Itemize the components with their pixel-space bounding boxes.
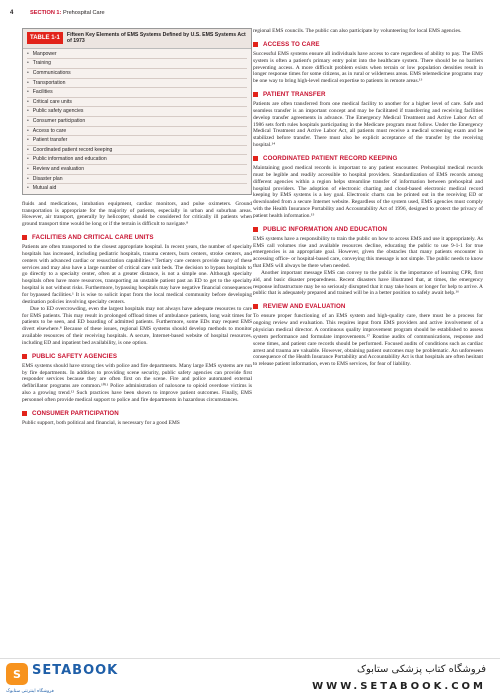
list-item-label: Transportation: [32, 79, 66, 86]
heading-public-information: [253, 226, 483, 233]
heading-text: PATIENT TRANSFER: [263, 91, 326, 99]
heading-text: CONSUMER PARTICIPATION: [32, 409, 119, 417]
list-item: [27, 98, 247, 108]
public-safety-paragraph: EMS systems should have strong ties with police and fire departments. Many large EMS systems are run by fire departments. In addition to providing scene security, public safety agencies can provide first responder services because they are often first on the scene. Fire and police automated external defibrillator programs are common.¹⁰¹¹ Police administration of naloxone to opioid overdose victims is also a growing trend.¹² Such practices have been shown to improve patient outcomes. Finally, EMS personnel often provide medical support to police and fire departments in hazardous circumstances.: [22, 362, 252, 403]
records-paragraph: Maintaining good medical records is important to any patient encounter. Prehospital medical records must be legible and readily accessible to hospital providers. Standardization of EMS records among different agencies within a region helps streamline transfer of information between prehospital and hospital providers. The adoption of electronic charting and cloud-based electronic medical record keeping by EMS systems is a key goal. Electronic charts can be printed out in the receiving ED or downloaded from a secure Internet website. Regardless of the system used, EMS agencies must comply with the Health Insurance Portability and Accountability Act of 1996, designed to protect the privacy of patient health information.¹⁵: [253, 164, 483, 219]
bullet-icon: •: [27, 137, 29, 144]
list-item: [27, 117, 247, 127]
list-item-label: Coordinated patient record keeping: [32, 146, 113, 153]
heading-marker-icon: [22, 411, 27, 416]
heading-text: FACILITIES AND CRITICAL CARE UNITS: [32, 234, 154, 242]
heading-access-to-care: [253, 41, 483, 48]
logo-wordmark: SETABOOK: [32, 663, 119, 678]
heading-marker-icon: [253, 156, 258, 161]
consumer-paragraph: Public support, both political and financial, is necessary for a good EMS: [22, 419, 180, 426]
transfer-paragraph: Patients are often transferred from one medical facility to another for a higher level of care. Safe and seamless transfer is an important concept and may be facilitated if transferring and receiving facilities develop transfer agreements in advance. The Emergency Medical Treatment and Active Labor Act of 1986 sets forth rules hospitals participating in the Medicare program must follow. Under the Emergency Medical Treatment and Active Labor Act, all patients must receive a medical screening exam and be stabilized before transfer. There must also be explicit acceptance of the transfer by the receiving hospital.¹⁴: [253, 101, 483, 149]
list-item-label: Disaster plan: [32, 175, 63, 182]
public-info-paragraph-1: EMS systems have a responsibility to train the public on how to access EMS and use it appropriately. As EMS call volumes rise and available resources decline, educating the public to use 9-1-1 for true emergencies is an appropriate goal. However, given the obstacles that many patients encounter in accessing office- or hospital-based care, conveying this message is not simple. The public needs to know that EMS will always be there when needed.: [253, 235, 483, 270]
bullet-icon: •: [27, 50, 29, 57]
bullet-icon: •: [27, 127, 29, 134]
list-item: [27, 79, 247, 89]
left-column: [22, 28, 252, 427]
list-item: [27, 136, 247, 146]
table-tag: TABLE 1-1: [27, 32, 63, 44]
heading-text: REVIEW AND EVALUATION: [263, 303, 346, 311]
table-header: [23, 29, 251, 49]
list-item: [27, 107, 247, 117]
list-item: [27, 69, 247, 79]
bullet-icon: •: [27, 108, 29, 115]
review-paragraph: To ensure proper functioning of an EMS system and high-quality care, there must be a process for ongoing review and evaluation. This requires input from EMS providers and active involvement of a physician medical director. A continuous quality improvement program should be established to assess system performance and formulate improvements.¹⁷ Routine audits of communications, response and scene times, and patient care records should be performed. Focused audits of conditions such as cardiac arrest and trauma are valuable. However, obtaining patient outcomes may be problematic. An unforeseen consequence of the Health Insurance Portability and Accountability Act is that hospitals are often hesitant to release patient information, even to EMS services, for fear of liability.: [253, 313, 483, 368]
list-item-label: Mutual aid: [32, 185, 57, 192]
table-item-list: [23, 49, 251, 194]
book-icon: S: [6, 663, 28, 685]
facilities-paragraph-2: Due to ED overcrowding, even the largest hospitals may not always have adequate resources to care for EMS patients. This may result in prolonged offload times of ambulance patients, long wait times for patients to be seen, and ED boarding of admitted patients. Furthermore, some EDs may request EMS divert elsewhere.⁸ Because of these issues, regional EMS systems should develop methods to monitor available resources of their receiving hospitals. A secure, Internet-based website of hospital resources, including ED and inpatient bed availability, is one option.: [22, 305, 252, 346]
list-item-label: Critical care units: [32, 98, 72, 105]
list-item: [27, 165, 247, 175]
heading-marker-icon: [22, 235, 27, 240]
right-column: [253, 28, 483, 368]
access-paragraph: Successful EMS systems ensure all individuals have access to care regardless of ability to pay. The EMS system is often a patient's primary entry point into the healthcare system. There should be no barriers preventing access. A more difficult problem exists when terrain or low population densities result in longer response times for some citizens, as in rural or wilderness areas. EMS telemedicine programs may be one way to bring high-level medical expertise to patients in remote areas.¹³: [253, 50, 483, 85]
list-item: [27, 50, 247, 60]
heading-marker-icon: [253, 304, 258, 309]
setabook-logo[interactable]: [6, 663, 119, 697]
bullet-icon: •: [27, 185, 29, 192]
list-item-label: Manpower: [32, 50, 57, 57]
heading-facilities: [22, 234, 252, 241]
list-item-label: Facilities: [32, 89, 53, 96]
bullet-icon: •: [27, 175, 29, 182]
list-item-label: Consumer participation: [32, 117, 86, 124]
list-item: [27, 88, 247, 98]
list-item: [27, 184, 247, 193]
running-header: [0, 0, 500, 26]
heading-record-keeping: [253, 155, 483, 162]
watermark-banner: [0, 658, 500, 700]
list-item-label: Patient transfer: [32, 137, 68, 144]
heading-text: PUBLIC INFORMATION AND EDUCATION: [263, 225, 388, 233]
list-item-label: Training: [32, 60, 52, 67]
facilities-paragraph-1: Patients are often transported to the closest appropriate hospital. In recent years, the number of specialty hospitals has increased, including pediatric hospitals, trauma centers, burn centers, stroke centers, and centers with advanced cardiac or resuscitation capabilities.⁹ Tertiary care centers provide many of these services and may also have a large number of critical care unit beds. The decision to bypass hospitals to go directly to a specialty center, often at a greater distance, is not a simple one. Although specialty hospitals often have more resources, transporting an unstable patient past an ED to get to the specialty hospital is not without risks. Furthermore, bypassing hospitals may have negative financial consequences for bypassed facilities.¹ It is wise to solicit input from the local medical community before developing destination policies involving specialty centers.: [22, 244, 252, 305]
heading-marker-icon: [253, 92, 258, 97]
list-item: [27, 59, 247, 69]
heading-text: PUBLIC SAFETY AGENCIES: [32, 352, 118, 360]
bullet-icon: •: [27, 165, 29, 172]
list-item: [27, 127, 247, 137]
bullet-icon: •: [27, 117, 29, 124]
list-item-label: Review and evaluation: [32, 165, 85, 172]
section-label: [30, 10, 105, 16]
list-item-label: Access to care: [32, 127, 67, 134]
heading-text: ACCESS TO CARE: [263, 40, 320, 48]
consumer-continuation-paragraph: regional EMS councils. The public can also participate by volunteering for local EMS agencies.: [253, 28, 462, 34]
list-item: [27, 175, 247, 185]
bullet-icon: •: [27, 156, 29, 163]
bullet-icon: •: [27, 79, 29, 86]
heading-public-safety: [22, 353, 252, 360]
logo-subtitle: فروشگاه اینترنتی ستابوک: [6, 689, 54, 694]
table-1-1: [22, 28, 252, 195]
bullet-icon: •: [27, 89, 29, 96]
list-item-label: Communications: [32, 70, 71, 76]
heading-text: COORDINATED PATIENT RECORD KEEPING: [263, 154, 398, 162]
bullet-icon: •: [27, 70, 29, 76]
list-item: [27, 146, 247, 156]
page-number: 4: [10, 10, 14, 16]
public-info-paragraph-2: Another important message EMS can convey to the public is the importance of learning CPR, first aid, and basic disaster preparedness. Recent disasters have illustrated that, at times, the emergency response infrastructure may be so seriously disrupted that it may take hours or longer for help to arrive. A public that is adequately prepared and trained will be in a better position to safely await help.¹⁶: [253, 269, 483, 297]
store-title: فروشگاه کتاب پزشکی ستابوک: [357, 664, 486, 675]
heading-patient-transfer: [253, 91, 483, 98]
bullet-icon: •: [27, 98, 29, 105]
list-item-label: Public information and education: [32, 156, 107, 163]
heading-marker-icon: [22, 354, 27, 359]
store-url-link[interactable]: WWW.SETABOOK.COM: [312, 681, 486, 692]
heading-marker-icon: [253, 42, 258, 47]
heading-review-evaluation: [253, 303, 483, 310]
list-item-label: Public safety agencies: [32, 108, 84, 115]
list-item: [27, 155, 247, 165]
section-number: SECTION 1:: [30, 10, 62, 16]
heading-consumer-participation: [22, 410, 252, 417]
bullet-icon: •: [27, 146, 29, 153]
transport-continuation-paragraph: fluids and medications, intubation equipment, cardiac monitors, and pulse oximeters. Ground transportation is appropriate for the majority of patients, especially in urban and suburban areas. However, air transport, generally by helicopter, should be considered for critically ill patients when ground transport time would be long or if the terrain is difficult to navigate.⁸: [22, 200, 252, 228]
heading-marker-icon: [253, 227, 258, 232]
section-title: Prehospital Care: [62, 10, 105, 16]
table-title: Fifteen Key Elements of EMS Systems Defined by U.S. EMS Systems Act of 1973: [66, 32, 246, 45]
bullet-icon: •: [27, 60, 29, 67]
